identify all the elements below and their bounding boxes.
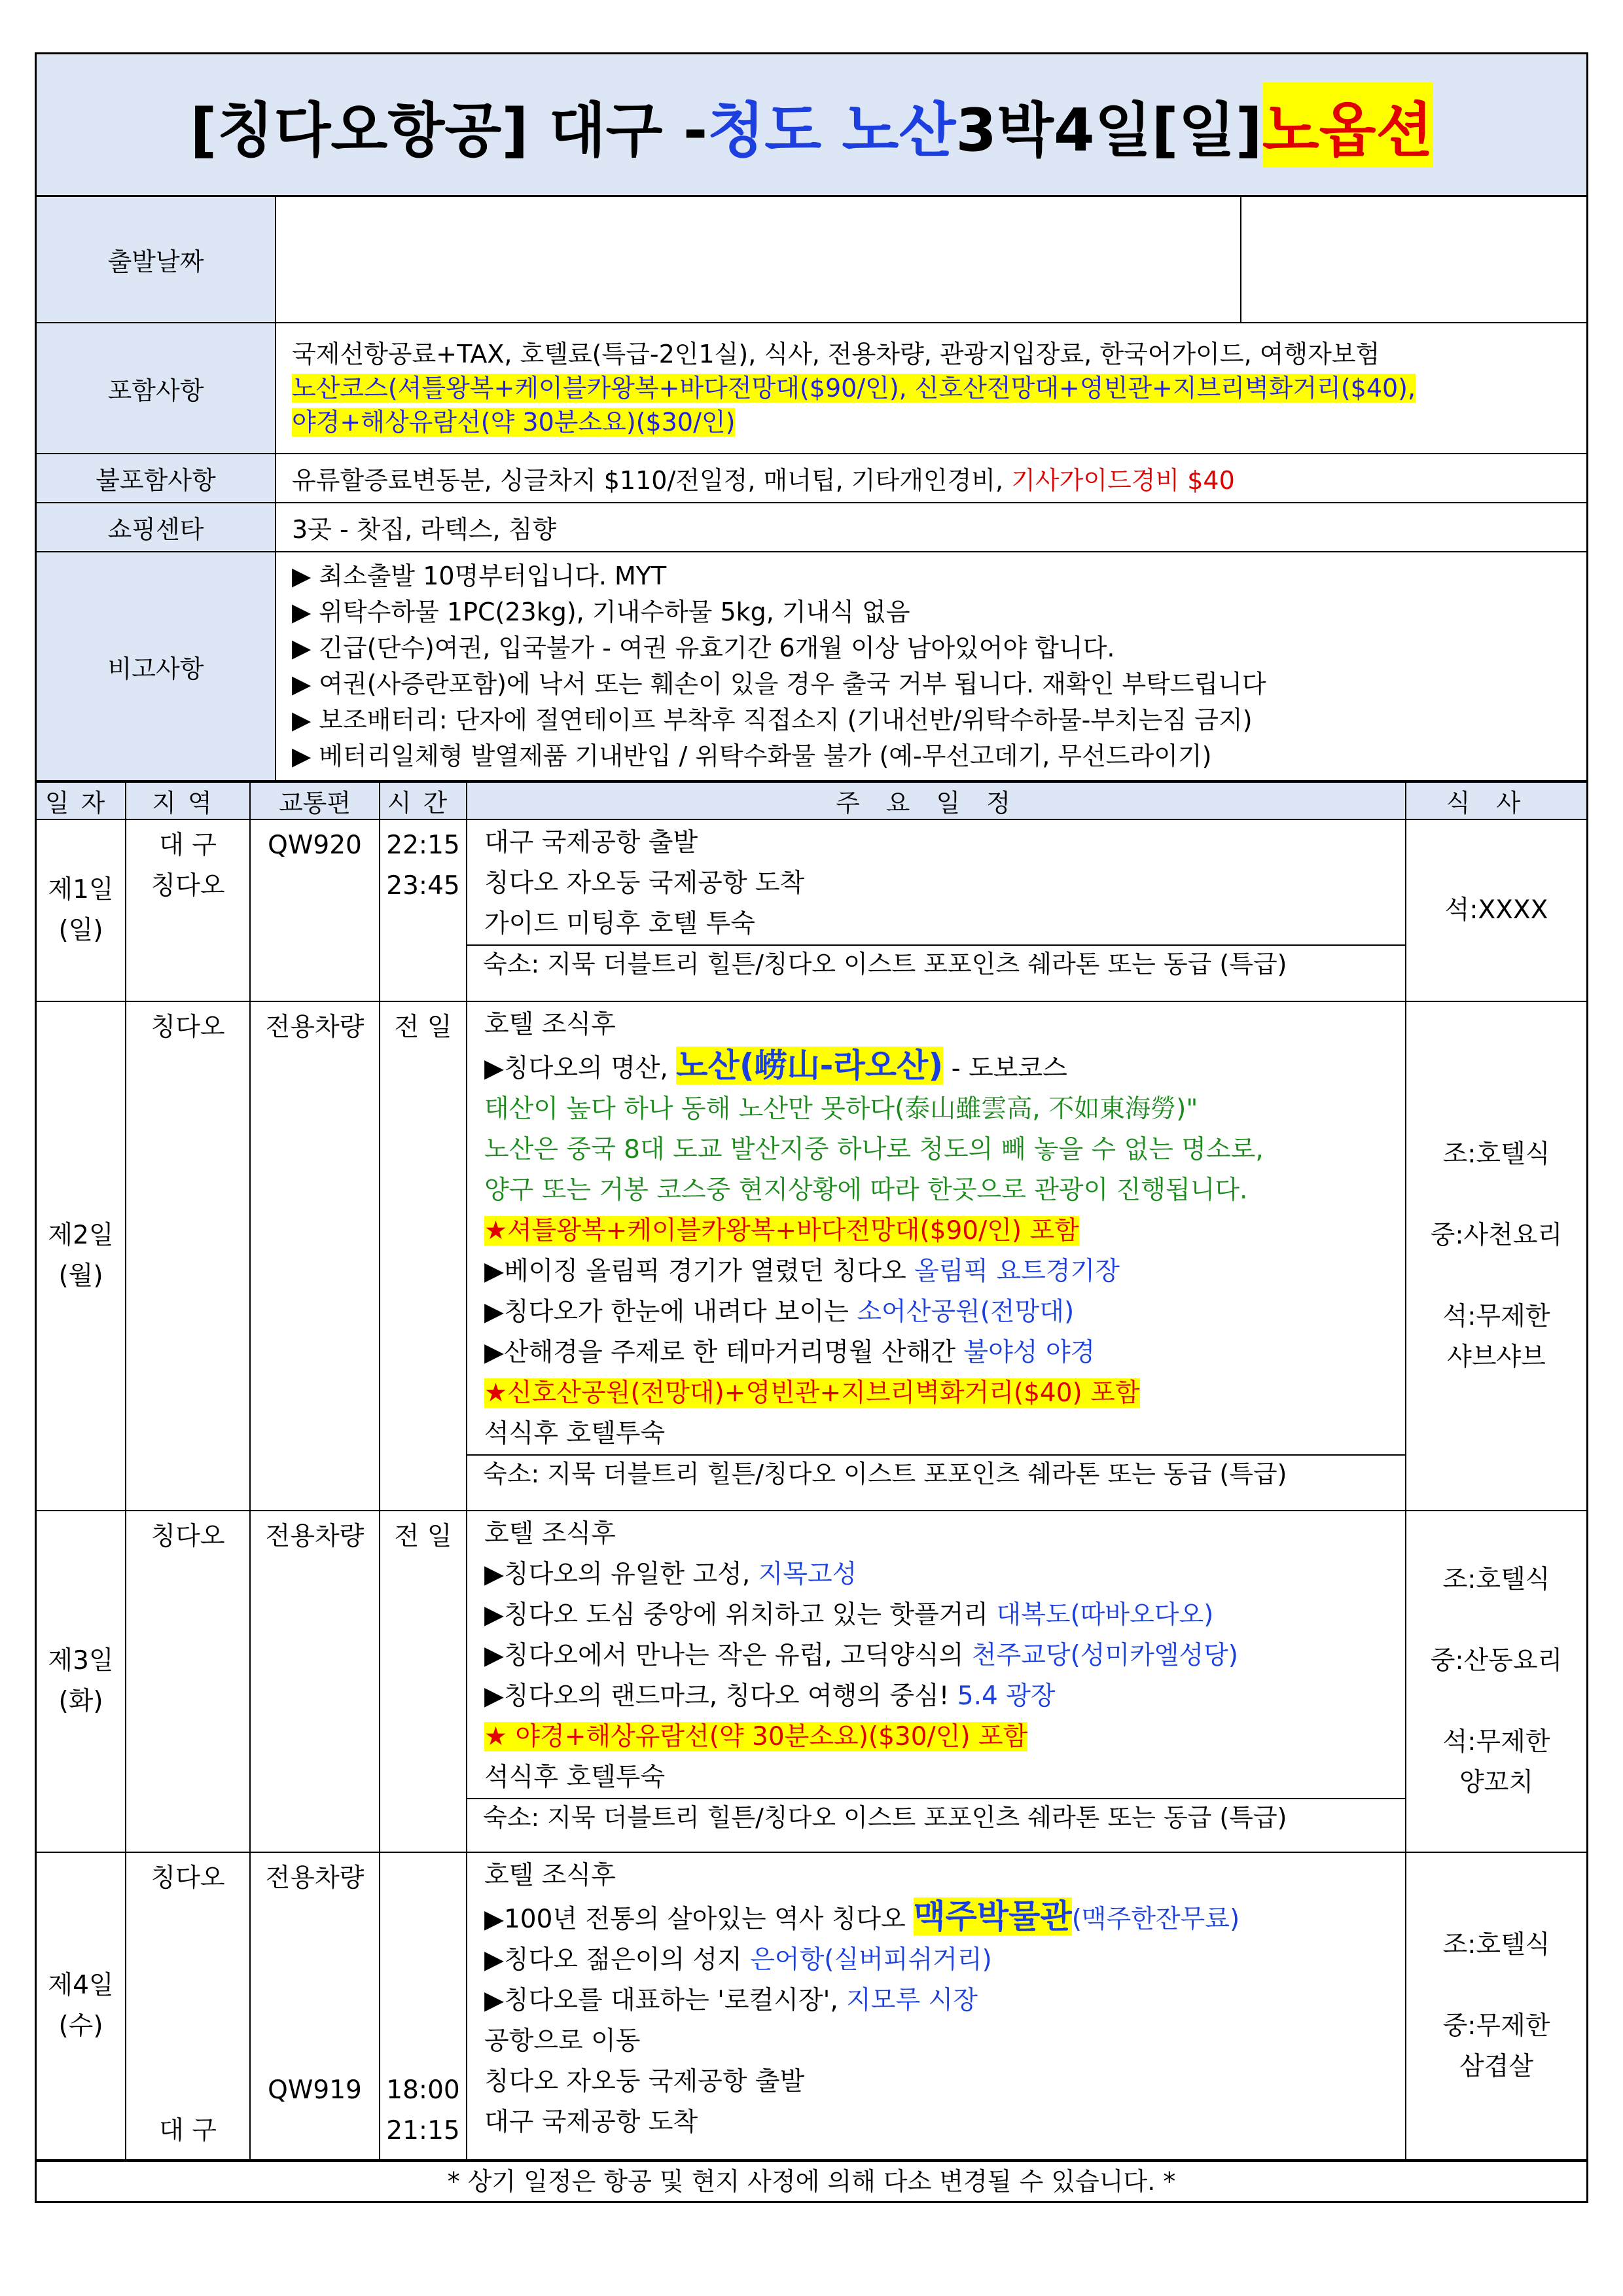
region-cell: 칭다오 대 구	[126, 1852, 250, 2160]
schedule-line: 공항으로 이동	[484, 2026, 641, 2056]
schedule-line: ▶칭다오에서 만나는 작은 유럽, 고딕양식의 천주교당(성미카엘성당)	[484, 1641, 1239, 1670]
day-row	[37, 819, 1586, 1001]
notes-content	[276, 552, 1586, 781]
laoshan-highlight: 노산(崂山-라오산)	[676, 1047, 944, 1085]
schedule-cell	[467, 819, 1406, 1001]
included-option: ★ 야경+해상유람선(약 30분소요)($30/인) 포함	[484, 1722, 1028, 1751]
note-item: ▶ 최소출발 10명부터입니다. MYT	[292, 562, 667, 590]
schedule-line: 대구 국제공항 출발	[484, 828, 698, 857]
schedule-line: 가이드 미팅후 호텔 투숙	[484, 909, 755, 939]
title-prefix: [칭다오항공] 대구 -	[190, 96, 708, 165]
schedule-line: ▶100년 전통의 살아있는 역사 칭다오 맥주박물관(맥주한잔무료)	[484, 1897, 1240, 1935]
time-cell: 22:15 23:45	[380, 819, 467, 1001]
day-row	[37, 1852, 1586, 2160]
schedule-line: 석식후 호텔투숙	[484, 1763, 666, 1792]
title-no-option-badge: 노옵션	[1262, 82, 1433, 168]
header-region: 지역	[126, 782, 250, 819]
flight-cell: QW919	[268, 2075, 362, 2105]
time-cell: 전 일	[380, 1511, 467, 1852]
schedule-table	[37, 781, 1586, 2161]
header-day: 일자	[37, 782, 126, 819]
schedule-description: 노산은 중국 8대 도교 발산지중 하나로 청도의 빼 놓을 수 없는 명소로,	[484, 1135, 1264, 1164]
schedule-line: 호텔 조식후	[484, 1010, 616, 1039]
exclude-content	[276, 454, 1586, 503]
header-time: 시간	[380, 782, 467, 819]
region-cell: 칭다오	[126, 1511, 250, 1852]
day-row	[37, 1511, 1586, 1852]
depart-date-label: 출발날짜	[37, 197, 276, 323]
schedule-line: ▶칭다오를 대표하는 '로컬시장', 지모루 시장	[484, 1986, 978, 2015]
time-cell: 18:00 21:15	[380, 1852, 467, 2160]
meal-cell: 조:호텔식 중:산동요리 석:무제한 양꼬치	[1406, 1511, 1586, 1852]
shopping-content: 3곳 - 찻집, 라텍스, 침향	[276, 503, 1586, 552]
transport-cell: 전용차량	[250, 1001, 380, 1511]
shopping-label: 쇼핑센타	[37, 503, 276, 552]
hotel-line: 숙소: 지묵 더블트리 힐튼/칭다오 이스트 포포인츠 쉐라톤 또는 동급 (특급)	[467, 944, 1405, 982]
header-transport: 교통편	[250, 782, 380, 819]
note-item: ▶ 긴급(단수)여권, 입국불가 - 여권 유효기간 6개월 이상 남아있어야 합니다.	[292, 634, 1115, 662]
region-cell: 칭다오	[126, 1001, 250, 1511]
day-label: 제4일 (수)	[37, 1852, 126, 2160]
schedule-line: ▶칭다오의 명산, 노산(崂山-라오산) - 도보코스	[484, 1047, 1067, 1085]
title-destination: 청도 노산	[707, 96, 956, 165]
notes-label: 비고사항	[37, 552, 276, 781]
depart-date-extra	[1241, 197, 1586, 323]
exclude-label: 불포함사항	[37, 454, 276, 503]
meal-cell: 석:XXXX	[1406, 819, 1586, 1001]
hotel-line: 숙소: 지묵 더블트리 힐튼/칭다오 이스트 포포인츠 쉐라톤 또는 동급 (특급)	[467, 1798, 1405, 1836]
schedule-line: ▶칭다오 도심 중앙에 위치하고 있는 핫플거리 대복도(따바오다오)	[484, 1600, 1214, 1630]
transport-cell: 전용차량	[250, 1511, 380, 1852]
hotel-line: 숙소: 지묵 더블트리 힐튼/칭다오 이스트 포포인츠 쉐라톤 또는 동급 (특급)	[467, 1454, 1405, 1492]
footer-notice: * 상기 일정은 항공 및 현지 사정에 의해 다소 변경될 수 있습니다. *	[37, 2161, 1586, 2201]
include-option-line: 노산코스(셔틀왕복+케이블카왕복+바다전망대($90/인), 신호산전망대+영빈관+지브리벽화거리($40),	[292, 374, 1416, 403]
header-meal: 식사	[1406, 782, 1586, 819]
region-cell: 대 구 칭다오	[126, 819, 250, 1001]
info-table	[37, 197, 1586, 781]
schedule-description: 양구 또는 거봉 코스중 현지상황에 따라 한곳으로 관광이 진행됩니다.	[484, 1175, 1248, 1205]
schedule-line: ▶산해경을 주제로 한 테마거리명월 산해간 불야성 야경	[484, 1338, 1096, 1367]
note-item: ▶ 보조배터리: 단자에 절연테이프 부착후 직접소지 (기내선반/위탁수하물-부치는짐 금지)	[292, 706, 1253, 734]
included-option: ★신호산공원(전망대)+영빈관+지브리벽화거리($40) 포함	[484, 1378, 1140, 1408]
schedule-line: ▶칭다오의 유일한 고성, 지목고성	[484, 1560, 857, 1589]
day-label: 제2일 (월)	[37, 1001, 126, 1511]
schedule-cell	[467, 1511, 1406, 1852]
note-item: ▶ 여권(사증란포함)에 낙서 또는 훼손이 있을 경우 출국 거부 됩니다. 재확인 부탁드립니다	[292, 670, 1266, 698]
schedule-line: ▶칭다오가 한눈에 내려다 보이는 소어산공원(전망대)	[484, 1297, 1075, 1327]
schedule-cell	[467, 1852, 1406, 2160]
schedule-line: ▶칭다오 젊은이의 성지 은어항(실버피쉬거리)	[484, 1945, 992, 1975]
meal-cell: 조:호텔식 중:무제한 삼겹살	[1406, 1852, 1586, 2160]
schedule-line: 석식후 호텔투숙	[484, 1419, 666, 1448]
depart-date-value	[276, 197, 1241, 323]
note-item: ▶ 베터리일체형 발열제품 기내반입 / 위탁수화물 불가 (예-무선고데기, 무선드라이기)	[292, 742, 1212, 770]
schedule-line: 대구 국제공항 도착	[484, 2108, 698, 2137]
beer-museum-highlight: 맥주박물관	[914, 1897, 1072, 1935]
schedule-line: 칭다오 자오둥 국제공항 도착	[484, 869, 805, 898]
day-label: 제3일 (화)	[37, 1511, 126, 1852]
meal-cell: 조:호텔식 중:사천요리 석:무제한 샤브샤브	[1406, 1001, 1586, 1511]
schedule-line: 칭다오 자오둥 국제공항 출발	[484, 2067, 805, 2096]
include-label: 포함사항	[37, 323, 276, 454]
include-line: 국제선항공료+TAX, 호텔료(특급-2인1실), 식사, 전용차량, 관광지입장료, 한국어가이드, 여행자보험	[292, 340, 1380, 368]
schedule-header	[37, 782, 1586, 819]
flight-cell: QW920	[250, 819, 380, 1001]
exclude-text: 유류할증료변동분, 싱글차지 $110/전일정, 매너팁, 기타개인경비,	[292, 466, 1012, 495]
include-content	[276, 323, 1586, 454]
schedule-line: ▶칭다오의 랜드마크, 칭다오 여행의 중심! 5.4 광장	[484, 1681, 1056, 1711]
page-title	[37, 54, 1586, 197]
schedule-line: 호텔 조식후	[484, 1861, 616, 1890]
schedule-description: 태산이 높다 하나 동해 노산만 못하다(泰山雖雲高, 不如東海勞)"	[484, 1094, 1198, 1124]
schedule-line: ▶베이징 올림픽 경기가 열렸던 칭다오 올림픽 요트경기장	[484, 1257, 1120, 1286]
day-row	[37, 1001, 1586, 1511]
include-option-line: 야경+해상유람선(약 30분소요)($30/인)	[292, 408, 736, 437]
time-cell: 전 일	[380, 1001, 467, 1511]
transport-cell: 전용차량 QW919	[250, 1852, 380, 2160]
day-label: 제1일 (일)	[37, 819, 126, 1001]
itinerary-document	[35, 52, 1588, 2203]
included-option: ★셔틀왕복+케이블카왕복+바다전망대($90/인) 포함	[484, 1216, 1079, 1246]
schedule-line: 호텔 조식후	[484, 1519, 616, 1549]
schedule-cell	[467, 1001, 1406, 1511]
note-item: ▶ 위탁수하물 1PC(23kg), 기내수하물 5kg, 기내식 없음	[292, 598, 910, 626]
exclude-guide-fee: 기사가이드경비 $40	[1011, 466, 1235, 495]
title-duration: 3박4일[일]	[955, 96, 1262, 165]
header-schedule: 주요일정	[467, 782, 1406, 819]
